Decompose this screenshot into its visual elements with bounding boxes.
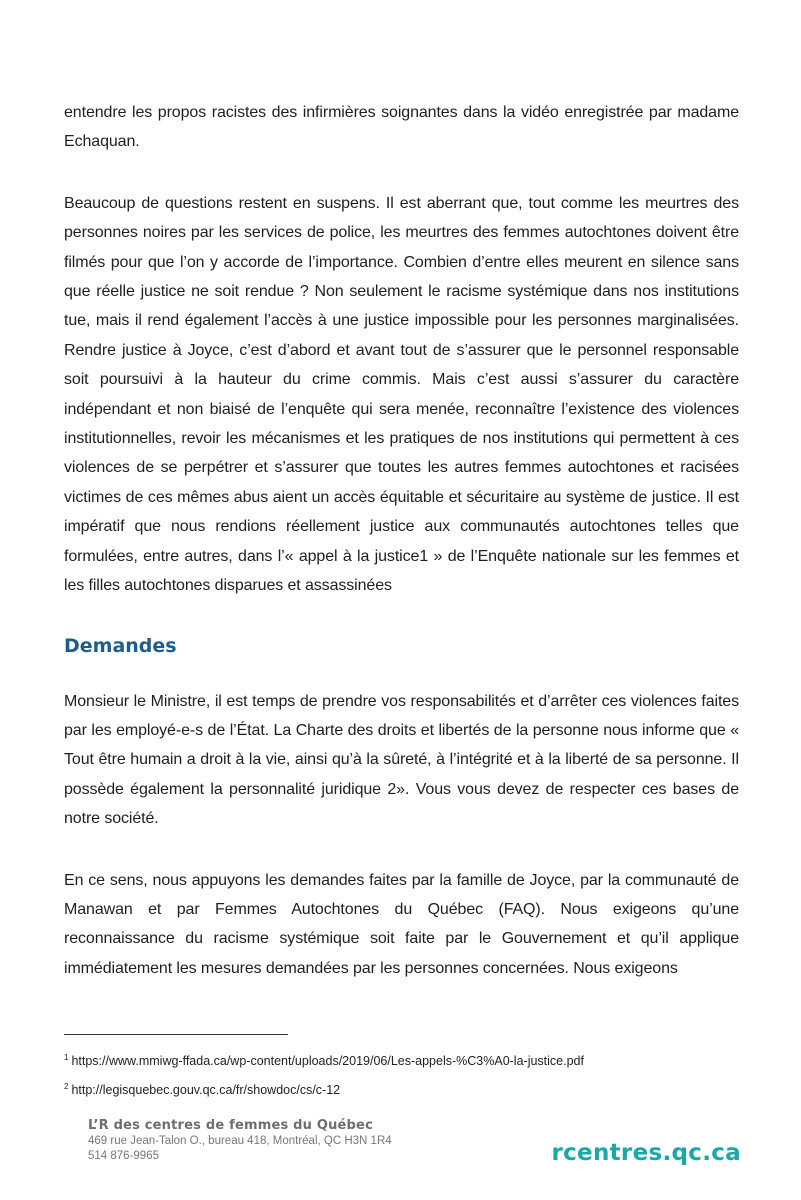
footer-contact [88, 1117, 392, 1164]
paragraph-demands: En ce sens, nous appuyons les demandes faites par la famille de Joyce, par la communauté de Manawan et par Femmes Autochtones du Québec (FAQ). Nous exigeons qu’une reconnaissance du racisme systémique soit faite par le Gouvernement et qu’il applique immédiatement les mesures demandées par les personnes concernées. Nous exigeons [64, 871, 739, 977]
footnote-marker: 1 [64, 1053, 69, 1062]
paragraph-questions: Beaucoup de questions restent en suspens. Il est aberrant que, tout comme les meurtres des personnes noires par les services de police, les meurtres des femmes autochtones doivent être filmés pour que l’on y accorde de l’importance. Combien d’entre elles meurent en silence sans que réelle justice ne soit rendue ? Non seulement le racisme systémique dans nos institutions tue, mais il rend également l’accès à une justice impossible pour les personnes marginalisées. Rendre justice à Joyce, c’est d’abord et avant tout de s’assurer que le personnel responsable soit poursuivi à la hauteur du crime commis. Mais c’est aussi s’assurer du caractère indépendant et non biaisé de l’enquête qui sera menée, reconnaître l’existence des violences institutionnelles, revoir les mécanismes et les pratiques de nos institutions qui permettent à ces violences de se perpétrer et s’assurer que toutes les autres femmes autochtones et racisées victimes de ces mêmes abus aient un accès équitable et sécuritaire au système de justice. Il est impératif que nous rendions réellement justice aux communautés autochtones telles que formulées, entre autres, dans l’« appel à la justice1 » de l’Enquête nationale sur les femmes et les filles autochtones disparues et assassinées [64, 194, 739, 595]
footnote-marker: 2 [64, 1082, 69, 1091]
document-body [64, 98, 739, 1015]
organization-phone: 514 876-9965 [88, 1150, 159, 1162]
paragraph-minister: Monsieur le Ministre, il est temps de prendre vos responsabilités et d’arrêter ces violences faites par les employé-e-s de l’État. La Charte des droits et libertés de la personne nous informe que « Tout être humain a droit à la vie, ainsi qu’à la sûreté, à l’intégrité et à la liberté de sa personne. Il possède également la personnalité juridique 2». Vous vous devez de respecter ces bases de notre société. [64, 692, 739, 828]
website-link[interactable]: rcentres.qc.ca [551, 1140, 741, 1166]
footnote-link[interactable]: http://legisquebec.gouv.qc.ca/fr/showdoc/cs/c-12 [71, 1083, 341, 1097]
footnote-link[interactable]: https://www.mmiwg-ffada.ca/wp-content/uploads/2019/06/Les-appels-%C3%A0-la-justice.pdf [71, 1054, 584, 1068]
footnote-divider [64, 1034, 288, 1035]
footnote-2 [64, 1079, 744, 1098]
paragraph-intro: entendre les propos racistes des infirmières soignantes dans la vidéo enregistrée par madame Echaquan. [64, 104, 739, 151]
footnotes [64, 1050, 744, 1108]
organization-address: 469 rue Jean-Talon O., bureau 418, Montréal, QC H3N 1R4 [88, 1135, 392, 1147]
section-heading-demandes: Demandes [64, 634, 177, 657]
footnote-1 [64, 1050, 744, 1069]
organization-name: L’R des centres de femmes du Québec [88, 1118, 373, 1133]
